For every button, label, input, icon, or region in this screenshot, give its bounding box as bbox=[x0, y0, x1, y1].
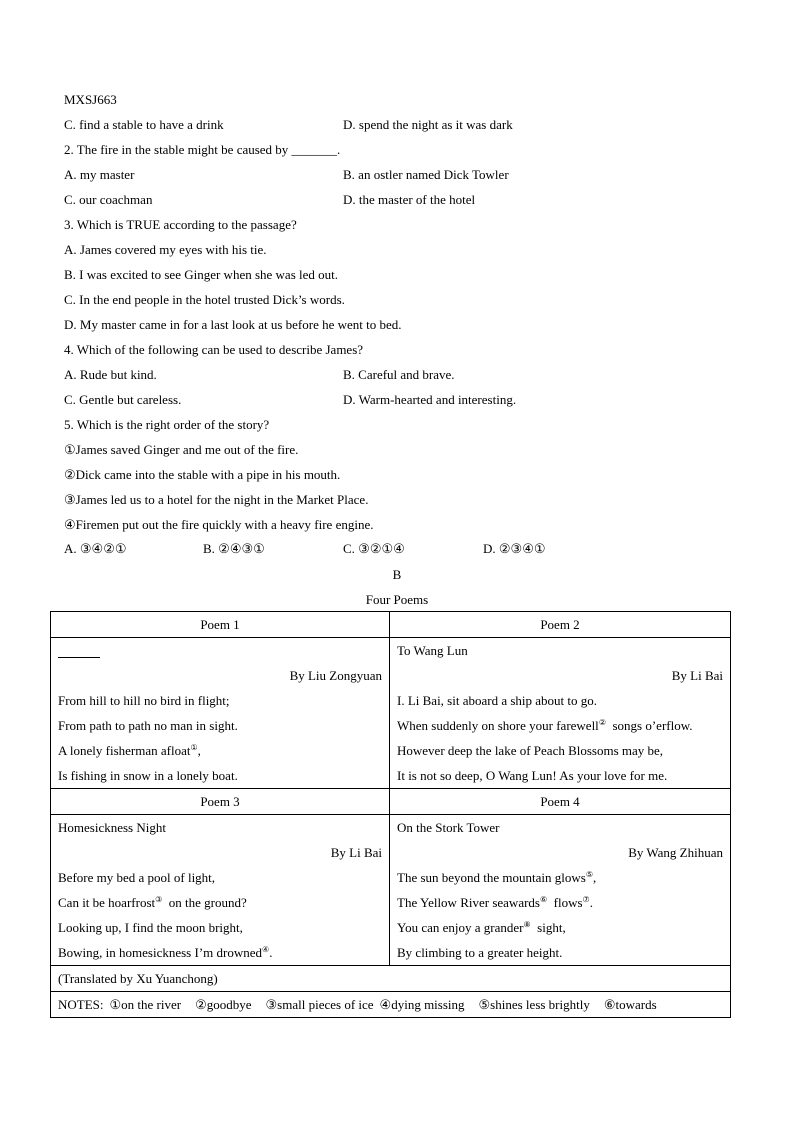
poem-line: I. Li Bai, sit aboard a ship about to go. bbox=[397, 693, 598, 708]
q5-option-b: B. ②④③① bbox=[203, 541, 265, 556]
header-code: MXSJ663 bbox=[64, 92, 117, 107]
poem1-cell bbox=[51, 638, 390, 789]
q5-event: ④Firemen put out the fire quickly with a heavy fire engine. bbox=[64, 517, 374, 532]
poem2-cell bbox=[390, 638, 731, 789]
poem4-cell bbox=[390, 815, 731, 966]
poem-line: The Yellow River seawards⑥ flows⑦. bbox=[397, 895, 593, 910]
poem-line: The sun beyond the mountain glows⑤, bbox=[397, 870, 597, 885]
poem-line: When suddenly on shore your farewell② songs o’erflow. bbox=[397, 718, 693, 733]
poem-line: Before my bed a pool of light, bbox=[58, 870, 216, 885]
section-letter: B bbox=[392, 567, 402, 582]
note-mark: ⑧ bbox=[523, 920, 531, 929]
poem-line: From hill to hill no bird in flight; bbox=[58, 693, 230, 708]
poem-line: From path to path no man in sight. bbox=[58, 718, 238, 733]
notes-row bbox=[51, 992, 731, 1018]
poem1-author: By Liu Zongyuan bbox=[289, 668, 382, 683]
q3-option-a: A. James covered my eyes with his tie. bbox=[64, 242, 267, 257]
q4-stem: 4. Which of the following can be used to describe James? bbox=[64, 342, 364, 357]
q5-option-a: A. ③④②① bbox=[64, 541, 127, 556]
q1-option-c: C. find a stable to have a drink bbox=[64, 117, 224, 132]
poem4-author: By Wang Zhihuan bbox=[628, 845, 723, 860]
q2-option-a: A. my master bbox=[64, 167, 135, 182]
poem3-cell bbox=[51, 815, 390, 966]
note-item: ④dying missing bbox=[379, 997, 465, 1012]
q3-option-b: B. I was excited to see Ginger when she was led out. bbox=[64, 267, 339, 282]
note-mark: ⑦ bbox=[582, 895, 590, 904]
poem3-header: Poem 3 bbox=[51, 789, 390, 815]
note-mark: ③ bbox=[155, 895, 163, 904]
q4-option-a: A. Rude but kind. bbox=[64, 367, 157, 382]
note-item: ①on the river bbox=[109, 997, 182, 1012]
q4-option-c: C. Gentle but careless. bbox=[64, 392, 182, 407]
poem-line: Can it be hoarfrost③ on the ground? bbox=[58, 895, 247, 910]
poem3-author: By Li Bai bbox=[330, 845, 382, 860]
q3-stem: 3. Which is TRUE according to the passage? bbox=[64, 217, 297, 232]
poem1-header: Poem 1 bbox=[51, 612, 390, 638]
poem3-title: Homesickness Night bbox=[58, 820, 166, 835]
q3-option-d: D. My master came in for a last look at us before he went to bed. bbox=[64, 317, 402, 332]
q5-option-c: C. ③②①④ bbox=[343, 541, 405, 556]
q5-event: ②Dick came into the stable with a pipe in his mouth. bbox=[64, 467, 341, 482]
poem-line: By climbing to a greater height. bbox=[397, 945, 563, 960]
translator-credit: (Translated by Xu Yuanchong) bbox=[51, 966, 731, 992]
poem-line: Looking up, I find the moon bright, bbox=[58, 920, 243, 935]
note-mark: ② bbox=[598, 718, 606, 727]
note-mark: ① bbox=[190, 743, 198, 752]
note-mark: ⑥ bbox=[539, 895, 548, 904]
poem-line: You can enjoy a grander⑧ sight, bbox=[397, 920, 566, 935]
poems-table bbox=[50, 611, 731, 1018]
q2-option-c: C. our coachman bbox=[64, 192, 153, 207]
q4-option-d: D. Warm-hearted and interesting. bbox=[343, 392, 517, 407]
q4-option-b: B. Careful and brave. bbox=[343, 367, 455, 382]
q3-option-c: C. In the end people in the hotel trusted Dick’s words. bbox=[64, 292, 345, 307]
q5-event: ①James saved Ginger and me out of the fire. bbox=[64, 442, 299, 457]
note-item: ⑤shines less brightly bbox=[478, 997, 590, 1012]
note-item: ②goodbye bbox=[195, 997, 252, 1012]
poem4-title: On the Stork Tower bbox=[397, 820, 500, 835]
poem2-title: To Wang Lun bbox=[397, 643, 468, 658]
note-item: ③small pieces of ice bbox=[265, 997, 374, 1012]
q5-stem: 5. Which is the right order of the story? bbox=[64, 417, 270, 432]
poem-line: However deep the lake of Peach Blossoms may be, bbox=[397, 743, 664, 758]
poem4-header: Poem 4 bbox=[390, 789, 731, 815]
note-mark: ⑤ bbox=[585, 870, 594, 879]
note-item: ⑥towards bbox=[603, 997, 657, 1012]
poem-line: It is not so deep, O Wang Lun! As your love for me. bbox=[397, 768, 668, 783]
q2-stem: 2. The fire in the stable might be caused by _______. bbox=[64, 142, 341, 157]
q5-event: ③James led us to a hotel for the night in the Market Place. bbox=[64, 492, 369, 507]
poem1-title-blank bbox=[58, 638, 382, 663]
poem-line: Is fishing in snow in a lonely boat. bbox=[58, 768, 238, 783]
poem-line: A lonely fisherman afloat①, bbox=[58, 743, 201, 758]
section-title: Four Poems bbox=[365, 592, 429, 607]
poem2-header: Poem 2 bbox=[390, 612, 731, 638]
poem-line: Bowing, in homesickness I’m drowned④. bbox=[58, 945, 273, 960]
note-mark: ④ bbox=[262, 945, 270, 954]
q5-option-d: D. ②③④① bbox=[483, 541, 546, 556]
q2-option-b: B. an ostler named Dick Towler bbox=[343, 167, 509, 182]
notes-label: NOTES: bbox=[58, 997, 104, 1012]
poem2-author: By Li Bai bbox=[671, 668, 723, 683]
q2-option-d: D. the master of the hotel bbox=[343, 192, 476, 207]
q1-option-d: D. spend the night as it was dark bbox=[343, 117, 513, 132]
